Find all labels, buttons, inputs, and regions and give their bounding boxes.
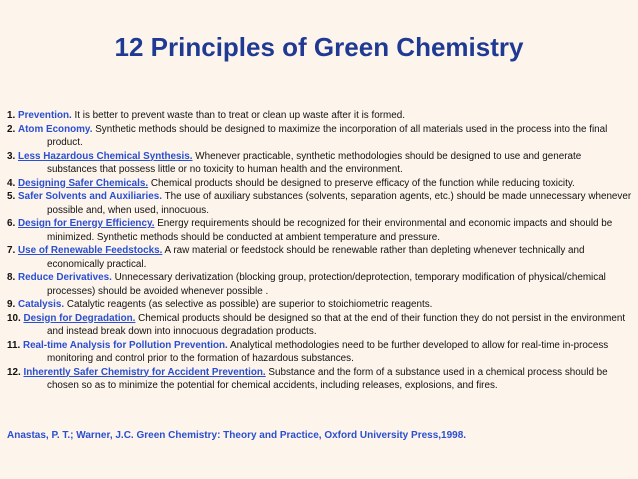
principle-number: 3. [7, 150, 16, 162]
principle-number: 10. [7, 312, 21, 324]
slide-title: 12 Principles of Green Chemistry [114, 32, 524, 62]
principle-number: 9. [7, 299, 16, 310]
principle-item [7, 109, 633, 123]
principle-number: 12. [7, 366, 21, 378]
principle-number: 1. [7, 110, 16, 121]
principle-item [7, 298, 633, 312]
principle-number: 7. [7, 245, 16, 256]
principle-item [7, 217, 633, 244]
principle-name: Use of Renewable Feedstocks. [18, 245, 163, 256]
principle-number: 2. [7, 123, 16, 135]
principle-name: Designing Safer Chemicals. [18, 177, 149, 189]
principle-number: 8. [7, 272, 16, 283]
principle-item [7, 190, 633, 217]
principle-item [7, 244, 633, 271]
principle-name: Less Hazardous Chemical Synthesis. [18, 150, 193, 162]
principle-item [7, 177, 633, 191]
principle-number: 4. [7, 177, 16, 189]
principle-name: Real-time Analysis for Pollution Prevention. [22, 339, 228, 351]
principle-text: Substance and the form of a substance used in a chemical process should be chosen so as to minimize the potential for chemical accidents, including releases, explosions, and fires. [47, 366, 608, 391]
principle-item [7, 123, 633, 150]
principle-name: Catalysis. [18, 299, 65, 310]
principle-name: Inherently Safer Chemistry for Accident Prevention. [23, 366, 266, 378]
principle-item [7, 271, 633, 298]
principle-name: Design for Energy Efficiency. [18, 218, 155, 229]
principle-name: Safer Solvents and Auxiliaries. [18, 191, 162, 202]
principle-item [7, 366, 633, 393]
principle-text: Chemical products should be designed to preserve efficacy of the function while reducing toxicity. [150, 177, 575, 189]
principle-text: Catalytic reagents (as selective as possible) are superior to stoichiometric reagents. [66, 299, 433, 310]
principle-text: The use of auxiliary substances (solvents, separation agents, etc.) should be made unnecessary whenever possible and, when used, innocuous. [47, 191, 632, 216]
principle-item [7, 150, 633, 177]
principle-name: Design for Degradation. [23, 312, 136, 324]
principle-text: Energy requirements should be recognized for their environmental and economic impacts and should be minimized. Synthetic methods should be conducted at ambient temperature and pressure. [47, 218, 613, 243]
principle-item [7, 339, 633, 366]
principle-name: Atom Economy. [18, 123, 93, 135]
principles-list [7, 109, 633, 393]
principle-text: Chemical products should be designed so that at the end of their function they do not persist in the environment and instead break down into innocuous degradation products. [47, 312, 626, 337]
principle-number: 11. [7, 339, 21, 351]
principle-text: It is better to prevent waste than to treat or clean up waste after it is formed. [74, 110, 405, 121]
principle-name: Prevention. [18, 110, 72, 121]
principle-name: Reduce Derivatives. [18, 272, 112, 283]
principle-number: 6. [7, 218, 16, 229]
principle-text: Whenever practicable, synthetic methodologies should be designed to use and generate substances that possess little or no toxicity to human health and the environment. [47, 150, 582, 175]
citation: Anastas, P. T.; Warner, J.C. Green Chemistry: Theory and Practice, Oxford University Press,1998. [7, 430, 467, 441]
principle-text: Analytical methodologies need to be further developed to allow for real-time in-process monitoring and control prior to the formation of hazardous substances. [47, 339, 609, 364]
principle-text: Synthetic methods should be designed to maximize the incorporation of all materials used in the process into the final product. [47, 123, 608, 148]
principle-text: Unnecessary derivatization (blocking group, protection/deprotection, temporary modification of physical/chemical processes) should be avoided whenever possible . [47, 272, 606, 297]
principle-text: A raw material or feedstock should be renewable rather than depleting whenever technically and economically practical. [47, 245, 585, 270]
principle-item [7, 312, 633, 339]
principle-number: 5. [7, 191, 16, 202]
